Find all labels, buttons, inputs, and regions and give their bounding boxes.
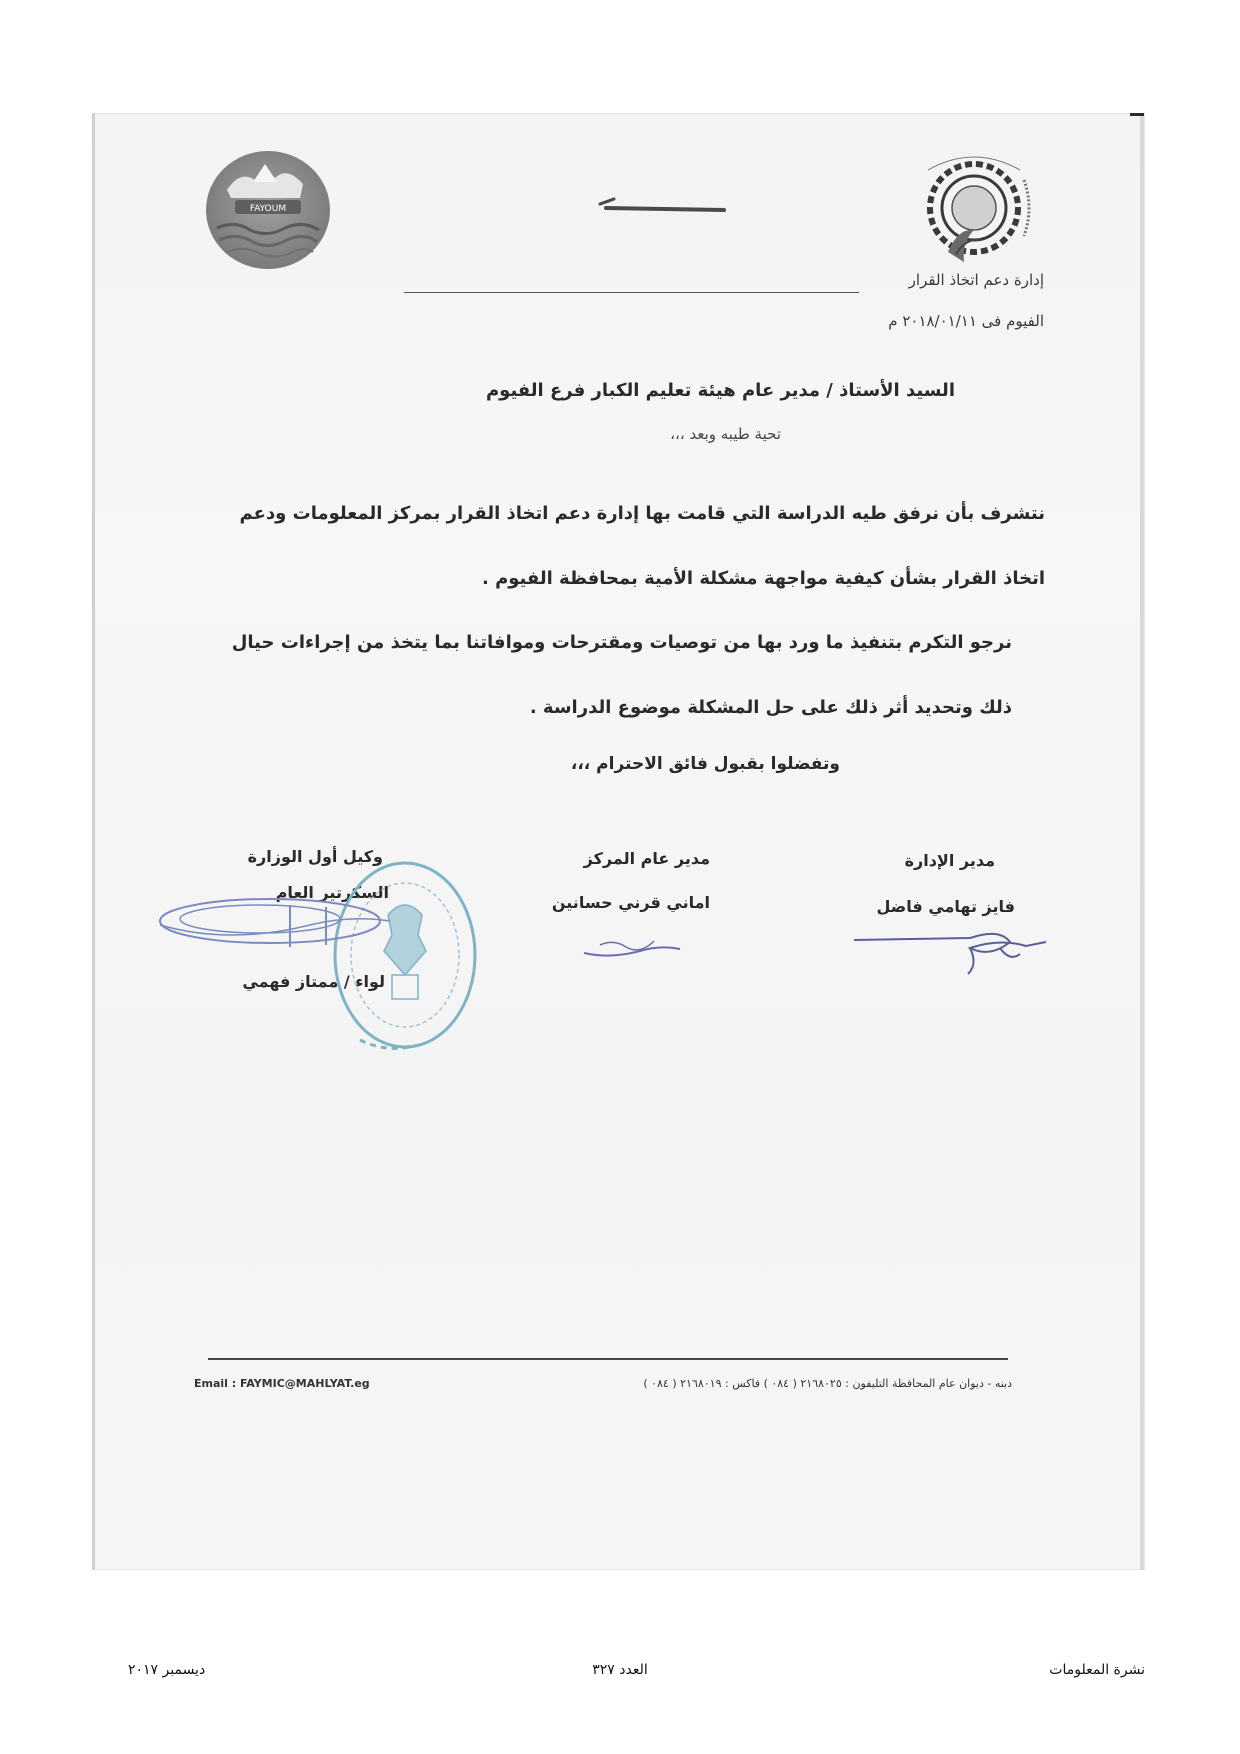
body-line: اتخاذ القرار بشأن كيفية مواجهة مشكلة الأمية بمحافظة الفيوم . (481, 568, 1045, 589)
footer-divider (208, 1358, 1008, 1360)
scan-edge-right (1140, 113, 1144, 1570)
header-divider (404, 292, 859, 293)
scan-edge-left (92, 113, 95, 1570)
body-line: ذلك وتحديد أثر ذلك على حل المشكلة موضوع الدراسة . (529, 697, 1012, 718)
signature-subtitle: السكرتير العام (275, 883, 389, 902)
svg-text:FAYOUM: FAYOUM (249, 204, 287, 214)
signature-name: لواء / ممتاز فهمي (242, 972, 385, 991)
greeting: تحية طيبه وبعد ،،، (670, 425, 781, 443)
signature-scribble-icon (150, 885, 410, 965)
information-center-logo-icon (908, 150, 1040, 268)
signature-name: فايز تهامي فاضل (876, 897, 1015, 916)
issue-number: العدد ٣٢٧ (592, 1662, 648, 1678)
salutation: السيد الأستاذ / مدير عام هيئة تعليم الكبار فرع الفيوم (485, 380, 955, 401)
issue-date: ديسمبر ٢٠١٧ (128, 1662, 206, 1678)
signature-scribble-icon (850, 918, 1050, 978)
closing: وتفضلوا بقبول فائق الاحترام ،،، (570, 754, 840, 774)
signature-title: مدير الإدارة (904, 851, 995, 870)
letter-date: الفيوم فى ٢٠١٨/٠١/١١ م (888, 312, 1044, 330)
body-line: نتشرف بأن نرفق طيه الدراسة التي قامت بها إدارة دعم اتخاذ القرار بمركز المعلومات ودعم (239, 503, 1045, 524)
scanned-letter (92, 113, 1145, 1570)
body-line: نرجو التكرم بتنفيذ ما ورد بها من توصيات ومقترحات وموافاتنا بما يتخذ من إجراءات حيال (231, 632, 1012, 653)
department-name: إدارة دعم اتخاذ القرار (908, 271, 1044, 289)
signature-name: اماني قرني حسانين (551, 893, 710, 912)
signature-title: وكيل أول الوزارة (247, 847, 383, 866)
signature-title: مدير عام المركز (583, 849, 710, 868)
footer-email: Email : FAYMIC@MAHLYAT.eg (194, 1377, 370, 1390)
signature-scribble-icon (580, 925, 700, 965)
footer-contact: دبنه - ديوان عام المحافظة التليفون : ٢١٦٨٠٢٥ ( ٠٨٤ ) فاكس : ٢١٦٨٠١٩ ( ٠٨٤ ) (643, 1377, 1012, 1390)
scan-corner (1130, 113, 1144, 116)
publication-name: نشرة المعلومات (1049, 1662, 1145, 1678)
governorate-logo-icon (205, 150, 331, 270)
